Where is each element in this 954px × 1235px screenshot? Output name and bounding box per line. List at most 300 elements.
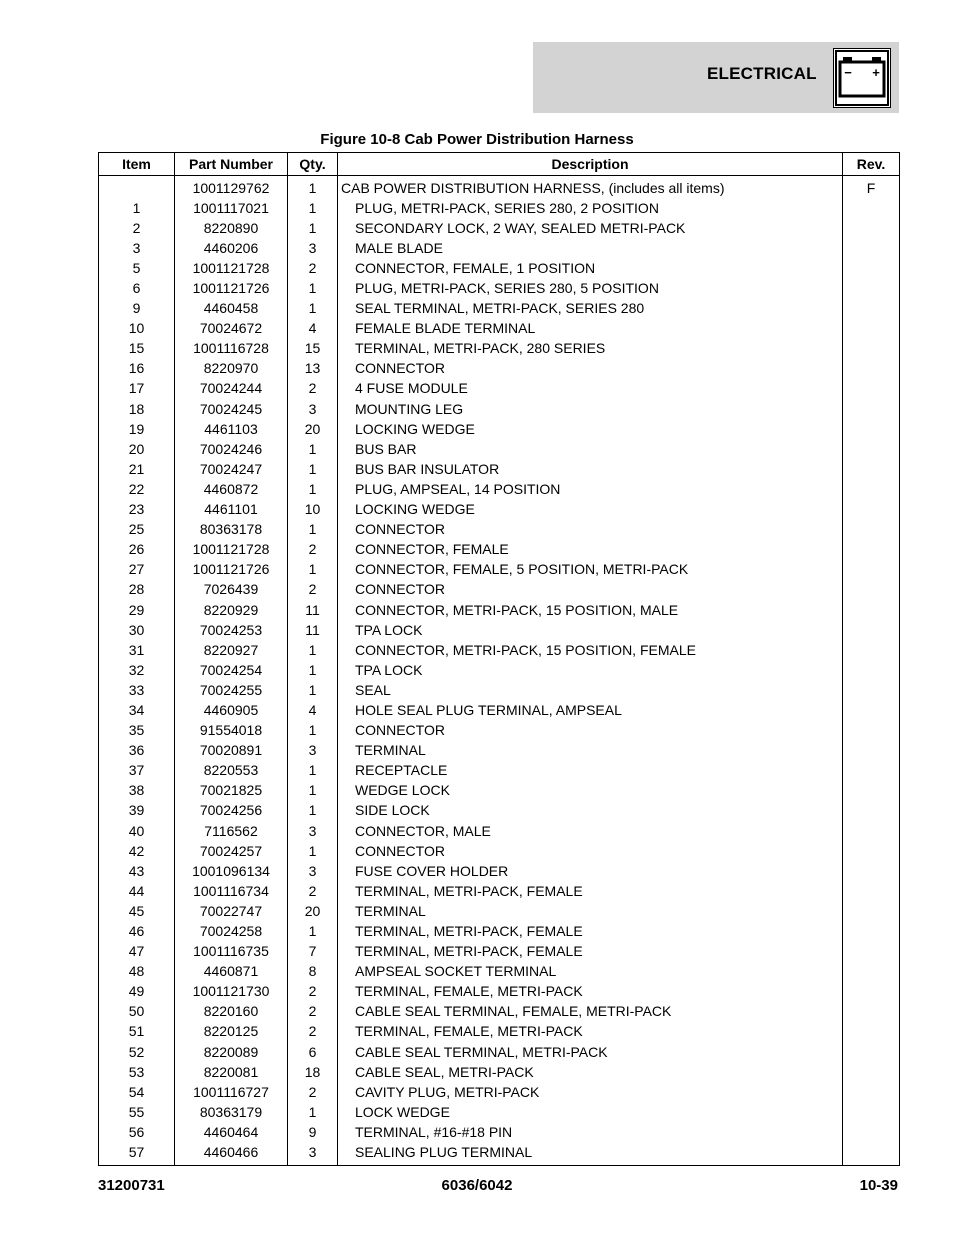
qty-cell: 7 [288,942,338,962]
part-number-cell: 4460466 [175,1143,288,1166]
part-number-cell: 70024245 [175,399,288,419]
item-cell: 39 [99,801,175,821]
item-cell: 55 [99,1102,175,1122]
description-cell: CONNECTOR, FEMALE, 5 POSITION, METRI-PACK [338,560,843,580]
qty-cell: 1 [288,640,338,660]
qty-cell: 1 [288,479,338,499]
rev-cell [843,781,900,801]
item-cell: 2 [99,218,175,238]
qty-cell: 1 [288,680,338,700]
rev-cell [843,520,900,540]
description-cell: SEALING PLUG TERMINAL [338,1143,843,1166]
description-cell: CONNECTOR [338,580,843,600]
qty-cell: 2 [288,540,338,560]
rev-cell [843,1062,900,1082]
document-number: 31200731 [98,1177,165,1194]
item-cell: 20 [99,439,175,459]
part-number-cell: 70021825 [175,781,288,801]
table-row [99,198,900,218]
part-number-cell: 1001117021 [175,198,288,218]
qty-cell: 1 [288,439,338,459]
table-row [99,479,900,499]
rev-cell [843,821,900,841]
item-cell: 48 [99,962,175,982]
description-cell: FEMALE BLADE TERMINAL [338,319,843,339]
description-cell: SEAL TERMINAL, METRI-PACK, SERIES 280 [338,299,843,319]
description-cell: LOCK WEDGE [338,1102,843,1122]
part-number-cell: 4460458 [175,299,288,319]
part-number-cell: 4461103 [175,419,288,439]
description-cell: PLUG, METRI-PACK, SERIES 280, 5 POSITION [338,278,843,298]
description-cell: TPA LOCK [338,660,843,680]
description-cell: CONNECTOR [338,359,843,379]
table-row [99,881,900,901]
rev-cell [843,982,900,1002]
qty-cell: 3 [288,741,338,761]
rev-cell [843,881,900,901]
description-cell: TERMINAL, METRI-PACK, FEMALE [338,921,843,941]
item-cell [99,176,175,199]
description-cell: MALE BLADE [338,238,843,258]
rev-cell [843,640,900,660]
table-row [99,520,900,540]
item-cell: 49 [99,982,175,1002]
part-number-cell: 8220081 [175,1062,288,1082]
table-row [99,1122,900,1142]
part-number-cell: 1001121728 [175,258,288,278]
rev-cell [843,620,900,640]
item-cell: 57 [99,1143,175,1166]
item-cell: 30 [99,620,175,640]
section-title: ELECTRICAL [707,64,817,83]
table-row [99,620,900,640]
qty-cell: 1 [288,781,338,801]
rev-cell [843,962,900,982]
item-cell: 3 [99,238,175,258]
part-number-cell: 70024256 [175,801,288,821]
rev-cell [843,379,900,399]
rev-cell [843,901,900,921]
qty-cell: 3 [288,861,338,881]
rev-cell [843,479,900,499]
table-row [99,540,900,560]
description-cell: CABLE SEAL TERMINAL, METRI-PACK [338,1042,843,1062]
item-cell: 54 [99,1082,175,1102]
table-row [99,1082,900,1102]
rev-cell [843,1122,900,1142]
qty-cell: 4 [288,700,338,720]
rev-cell [843,459,900,479]
table-row [99,379,900,399]
part-number-cell: 4460871 [175,962,288,982]
part-number-cell: 4460464 [175,1122,288,1142]
part-number-cell: 8220553 [175,761,288,781]
rev-cell [843,339,900,359]
table-row [99,278,900,298]
part-number-cell: 4460206 [175,238,288,258]
table-row [99,821,900,841]
model-number: 6036/6042 [441,1177,513,1194]
table-row [99,1002,900,1022]
item-cell: 28 [99,580,175,600]
part-number-cell: 70024244 [175,379,288,399]
part-number-cell: 1001116734 [175,881,288,901]
part-number-cell: 1001121726 [175,560,288,580]
qty-cell: 13 [288,359,338,379]
rev-cell [843,1022,900,1042]
description-cell: PLUG, AMPSEAL, 14 POSITION [338,479,843,499]
rev-cell [843,238,900,258]
rev-cell [843,600,900,620]
rev-cell [843,218,900,238]
table-row [99,801,900,821]
table-row [99,500,900,520]
description-cell: BUS BAR [338,439,843,459]
table-row [99,942,900,962]
qty-cell: 11 [288,600,338,620]
qty-cell: 2 [288,258,338,278]
part-number-cell: 8220927 [175,640,288,660]
part-number-cell: 1001116728 [175,339,288,359]
table-row [99,841,900,861]
part-number-cell: 70024257 [175,841,288,861]
table-row [99,560,900,580]
description-cell: CAVITY PLUG, METRI-PACK [338,1082,843,1102]
item-cell: 33 [99,680,175,700]
table-row [99,1062,900,1082]
qty-cell: 1 [288,520,338,540]
table-row [99,1042,900,1062]
battery-icon [833,48,891,108]
item-cell: 38 [99,781,175,801]
table-row [99,901,900,921]
table-row [99,721,900,741]
description-cell: CONNECTOR [338,841,843,861]
table-row [99,580,900,600]
item-cell: 36 [99,741,175,761]
item-cell: 42 [99,841,175,861]
rev-cell [843,1002,900,1022]
qty-cell: 3 [288,1143,338,1166]
rev-cell [843,680,900,700]
qty-cell: 3 [288,399,338,419]
qty-cell: 20 [288,901,338,921]
qty-cell: 1 [288,761,338,781]
item-cell: 27 [99,560,175,580]
description-cell: CONNECTOR, FEMALE, 1 POSITION [338,258,843,278]
qty-cell: 1 [288,660,338,680]
part-number-cell: 7026439 [175,580,288,600]
description-cell: CONNECTOR, METRI-PACK, 15 POSITION, MALE [338,600,843,620]
qty-cell: 2 [288,982,338,1002]
description-cell: AMPSEAL SOCKET TERMINAL [338,962,843,982]
description-cell: LOCKING WEDGE [338,500,843,520]
rev-cell [843,841,900,861]
qty-cell: 1 [288,560,338,580]
description-cell: LOCKING WEDGE [338,419,843,439]
qty-cell: 11 [288,620,338,640]
rev-cell [843,359,900,379]
table-row [99,700,900,720]
table-row [99,419,900,439]
description-cell: PLUG, METRI-PACK, SERIES 280, 2 POSITION [338,198,843,218]
rev-cell [843,861,900,881]
table-row [99,982,900,1002]
qty-cell: 20 [288,419,338,439]
rev-cell [843,258,900,278]
description-cell: CAB POWER DISTRIBUTION HARNESS, (includes all items) [338,176,843,199]
description-cell: TPA LOCK [338,620,843,640]
item-cell: 34 [99,700,175,720]
part-number-cell: 7116562 [175,821,288,841]
description-cell: TERMINAL, FEMALE, METRI-PACK [338,982,843,1002]
item-cell: 6 [99,278,175,298]
rev-cell [843,580,900,600]
description-cell: CONNECTOR [338,721,843,741]
rev-cell [843,540,900,560]
description-cell: TERMINAL, METRI-PACK, FEMALE [338,881,843,901]
rev-cell [843,921,900,941]
part-number-cell: 1001116735 [175,942,288,962]
description-cell: TERMINAL, #16-#18 PIN [338,1122,843,1142]
part-number-cell: 80363179 [175,1102,288,1122]
item-cell: 5 [99,258,175,278]
table-row [99,741,900,761]
column-header-rev: Rev. [843,153,900,176]
description-cell: CONNECTOR, METRI-PACK, 15 POSITION, FEMALE [338,640,843,660]
table-row [99,218,900,238]
qty-cell: 2 [288,1022,338,1042]
part-number-cell: 8220970 [175,359,288,379]
rev-cell [843,419,900,439]
table-row [99,921,900,941]
qty-cell: 1 [288,841,338,861]
item-cell: 44 [99,881,175,901]
part-number-cell: 70024253 [175,620,288,640]
qty-cell: 2 [288,580,338,600]
rev-cell: F [843,176,900,199]
page-number: 10-39 [859,1177,898,1194]
item-cell: 46 [99,921,175,941]
item-cell: 1 [99,198,175,218]
table-row [99,962,900,982]
qty-cell: 18 [288,1062,338,1082]
item-cell: 35 [99,721,175,741]
rev-cell [843,801,900,821]
table-row [99,319,900,339]
item-cell: 32 [99,660,175,680]
part-number-cell: 8220089 [175,1042,288,1062]
rev-cell [843,198,900,218]
rev-cell [843,319,900,339]
rev-cell [843,278,900,298]
part-number-cell: 8220125 [175,1022,288,1042]
rev-cell [843,560,900,580]
column-header-item: Item [99,153,175,176]
qty-cell: 1 [288,278,338,298]
part-number-cell: 70024255 [175,680,288,700]
part-number-cell: 70024254 [175,660,288,680]
description-cell: 4 FUSE MODULE [338,379,843,399]
rev-cell [843,761,900,781]
description-cell: WEDGE LOCK [338,781,843,801]
qty-cell: 1 [288,921,338,941]
description-cell: MOUNTING LEG [338,399,843,419]
item-cell: 51 [99,1022,175,1042]
item-cell: 15 [99,339,175,359]
table-row [99,600,900,620]
item-cell: 9 [99,299,175,319]
qty-cell: 3 [288,821,338,841]
description-cell: TERMINAL, FEMALE, METRI-PACK [338,1022,843,1042]
table-row [99,861,900,881]
rev-cell [843,1082,900,1102]
part-number-cell: 70024247 [175,459,288,479]
part-number-cell: 1001096134 [175,861,288,881]
part-number-cell: 1001116727 [175,1082,288,1102]
description-cell: HOLE SEAL PLUG TERMINAL, AMPSEAL [338,700,843,720]
table-row [99,459,900,479]
description-cell: BUS BAR INSULATOR [338,459,843,479]
part-number-cell: 1001129762 [175,176,288,199]
item-cell: 31 [99,640,175,660]
part-number-cell: 8220160 [175,1002,288,1022]
table-row [99,1143,900,1166]
description-cell: CONNECTOR, MALE [338,821,843,841]
battery-minus-sign: − [844,65,852,80]
item-cell: 50 [99,1002,175,1022]
part-number-cell: 8220890 [175,218,288,238]
description-cell: SIDE LOCK [338,801,843,821]
table-row [99,761,900,781]
description-cell: CABLE SEAL TERMINAL, FEMALE, METRI-PACK [338,1002,843,1022]
item-cell: 45 [99,901,175,921]
part-number-cell: 70022747 [175,901,288,921]
part-number-cell: 70024672 [175,319,288,339]
item-cell: 22 [99,479,175,499]
item-cell: 53 [99,1062,175,1082]
description-cell: SEAL [338,680,843,700]
rev-cell [843,399,900,419]
qty-cell: 1 [288,198,338,218]
table-row [99,258,900,278]
table-row [99,1102,900,1122]
item-cell: 40 [99,821,175,841]
rev-cell [843,1102,900,1122]
qty-cell: 4 [288,319,338,339]
table-row [99,176,900,199]
item-cell: 16 [99,359,175,379]
parts-table-body [99,176,900,1166]
rev-cell [843,942,900,962]
rev-cell [843,741,900,761]
description-cell: RECEPTACLE [338,761,843,781]
item-cell: 37 [99,761,175,781]
item-cell: 18 [99,399,175,419]
part-number-cell: 70024258 [175,921,288,941]
qty-cell: 2 [288,379,338,399]
rev-cell [843,660,900,680]
part-number-cell: 1001121730 [175,982,288,1002]
table-row [99,781,900,801]
part-number-cell: 4460872 [175,479,288,499]
part-number-cell: 4461101 [175,500,288,520]
part-number-cell: 1001121728 [175,540,288,560]
table-row [99,238,900,258]
part-number-cell: 4460905 [175,700,288,720]
qty-cell: 1 [288,176,338,199]
part-number-cell: 1001121726 [175,278,288,298]
column-header-description: Description [338,153,843,176]
part-number-cell: 70020891 [175,741,288,761]
table-row [99,299,900,319]
qty-cell: 1 [288,218,338,238]
item-cell: 26 [99,540,175,560]
qty-cell: 1 [288,1102,338,1122]
description-cell: CONNECTOR, FEMALE [338,540,843,560]
rev-cell [843,500,900,520]
part-number-cell: 70024246 [175,439,288,459]
qty-cell: 2 [288,1002,338,1022]
qty-cell: 15 [288,339,338,359]
qty-cell: 2 [288,1082,338,1102]
table-row [99,1022,900,1042]
qty-cell: 1 [288,299,338,319]
column-header-qty: Qty. [288,153,338,176]
part-number-cell: 8220929 [175,600,288,620]
table-row [99,640,900,660]
rev-cell [843,299,900,319]
description-cell: TERMINAL [338,901,843,921]
table-row [99,660,900,680]
parts-table [98,152,900,1166]
part-number-cell: 80363178 [175,520,288,540]
item-cell: 21 [99,459,175,479]
part-number-cell: 91554018 [175,721,288,741]
qty-cell: 9 [288,1122,338,1142]
column-header-part-number: Part Number [175,153,288,176]
item-cell: 47 [99,942,175,962]
description-cell: SECONDARY LOCK, 2 WAY, SEALED METRI-PACK [338,218,843,238]
battery-plus-sign: + [872,65,880,80]
description-cell: CABLE SEAL, METRI-PACK [338,1062,843,1082]
item-cell: 17 [99,379,175,399]
table-row [99,399,900,419]
description-cell: TERMINAL, METRI-PACK, FEMALE [338,942,843,962]
table-row [99,359,900,379]
table-row [99,439,900,459]
rev-cell [843,439,900,459]
qty-cell: 8 [288,962,338,982]
qty-cell: 6 [288,1042,338,1062]
item-cell: 10 [99,319,175,339]
qty-cell: 2 [288,881,338,901]
rev-cell [843,721,900,741]
item-cell: 19 [99,419,175,439]
rev-cell [843,1042,900,1062]
figure-title: Figure 10-8 Cab Power Distribution Harness [320,131,634,148]
rev-cell [843,1143,900,1166]
item-cell: 23 [99,500,175,520]
qty-cell: 1 [288,459,338,479]
item-cell: 52 [99,1042,175,1062]
item-cell: 43 [99,861,175,881]
description-cell: CONNECTOR [338,520,843,540]
table-row [99,339,900,359]
qty-cell: 3 [288,238,338,258]
qty-cell: 1 [288,801,338,821]
item-cell: 25 [99,520,175,540]
